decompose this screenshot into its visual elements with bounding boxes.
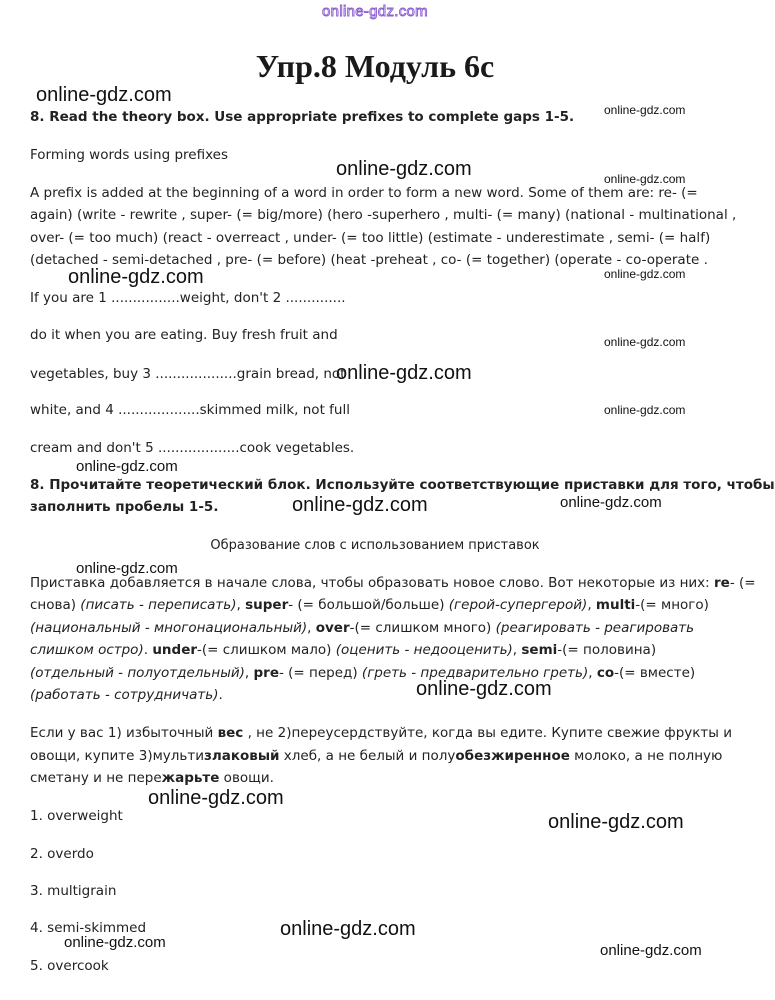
- prefix-term: re: [714, 575, 730, 591]
- text-span: -(= слишком много): [349, 620, 496, 636]
- page-title: Упр.8 Модуль 6с: [255, 48, 495, 84]
- example-text: слишком остро): [30, 642, 144, 658]
- russian-box-title: Образование слов с использованием приставок: [210, 538, 540, 553]
- watermark: online-gdz.com: [604, 335, 686, 349]
- watermark: online-gdz.com: [292, 494, 428, 516]
- text-span: молоко, а не полную: [569, 748, 723, 764]
- top-site-link[interactable]: online-gdz.com: [322, 3, 428, 20]
- prefix-term: pre: [253, 665, 279, 681]
- text-span: Если у вас 1) избыточный: [30, 725, 218, 741]
- text-span: .: [143, 642, 153, 658]
- example-text: (работать - сотрудничать): [30, 687, 219, 703]
- english-task: 8. Read the theory box. Use appropriate prefixes to complete gaps 1-5.: [30, 109, 575, 125]
- answer-item: 2. overdo: [30, 846, 94, 862]
- gap-text-line: If you are 1 ................weight, don't 2 ..............: [30, 290, 346, 306]
- text-span: сметану и не пере: [30, 770, 162, 786]
- prefix-term: multi: [595, 597, 636, 613]
- key-word: злаковый: [204, 748, 280, 764]
- russian-theory-line: [30, 665, 695, 681]
- text-span: ,: [512, 642, 522, 658]
- text-span: ,: [244, 665, 254, 681]
- answer-item: 4. semi-skimmed: [30, 920, 147, 936]
- prefix-term: semi: [521, 642, 558, 658]
- watermark: online-gdz.com: [600, 942, 702, 959]
- text-span: -(= вместе): [614, 665, 696, 681]
- key-word: обезжиренное: [455, 748, 570, 764]
- watermark: online-gdz.com: [548, 811, 684, 833]
- answer-item: 1. overweight: [30, 808, 123, 824]
- watermark: online-gdz.com: [604, 172, 686, 186]
- russian-theory-line: [30, 687, 223, 703]
- russian-task: 8. Прочитайте теоретический блок. Используйте соответствующие приставки для того, чтобы: [30, 477, 775, 493]
- text-span: овощи, купите 3)мульти: [30, 748, 205, 764]
- theory-line: (detached - semi-detached , pre- (= before) (heat -preheat , co- (= together) (operate - co-operate .: [30, 252, 708, 268]
- example-text: (герой-супергерой): [448, 597, 588, 613]
- text-span: -(= много): [635, 597, 709, 613]
- russian-theory-line: [30, 575, 756, 591]
- text-span: ,: [307, 620, 316, 636]
- text-span: - (= большой/больше): [288, 597, 449, 613]
- watermark: online-gdz.com: [604, 267, 686, 281]
- prefix-term: super: [245, 597, 289, 613]
- russian-text-line: [30, 725, 732, 741]
- russian-text-line: [30, 770, 274, 786]
- watermark: online-gdz.com: [416, 678, 552, 700]
- text-span: снова): [30, 597, 81, 613]
- text-span: овощи.: [219, 770, 274, 786]
- prefix-term: under: [152, 642, 198, 658]
- text-span: Приставка добавляется в начале слова, чтобы образовать новое слово. Вот некоторые из них:: [30, 575, 715, 591]
- gap-text-line: white, and 4 ...................skimmed milk, not full: [30, 402, 350, 418]
- watermark: online-gdz.com: [76, 458, 178, 475]
- russian-theory-line: [30, 620, 694, 636]
- watermark: online-gdz.com: [68, 266, 204, 288]
- watermark: online-gdz.com: [336, 158, 472, 180]
- russian-theory-line: [30, 597, 709, 613]
- watermark: online-gdz.com: [76, 560, 178, 577]
- answer-item: 5. overcook: [30, 958, 109, 974]
- example-text: (оценить - недооценить): [335, 642, 513, 658]
- russian-text-line: [30, 748, 722, 764]
- text-span: хлеб, а не белый и полу: [279, 748, 456, 764]
- watermark: online-gdz.com: [280, 918, 416, 940]
- example-text: (национальный - многонациональный): [30, 620, 308, 636]
- key-word: вес: [217, 725, 244, 741]
- example-text: (писать - переписать): [80, 597, 237, 613]
- text-span: , не 2)переусердствуйте, когда вы едите. Купите свежие фрукты и: [243, 725, 733, 741]
- watermark: online-gdz.com: [36, 84, 172, 106]
- text-span: .: [218, 687, 223, 703]
- text-span: - (=: [729, 575, 756, 591]
- example-text: (отдельный - полуотдельный): [30, 665, 245, 681]
- gap-text-line: do it when you are eating. Buy fresh fruit and: [30, 327, 338, 343]
- russian-task: заполнить пробелы 1-5.: [30, 499, 219, 515]
- watermark: online-gdz.com: [336, 362, 472, 384]
- watermark: online-gdz.com: [148, 787, 284, 809]
- watermark: online-gdz.com: [64, 934, 166, 951]
- watermark: online-gdz.com: [604, 403, 686, 417]
- theory-line: A prefix is added at the beginning of a word in order to form a new word. Some of them are: re- (=: [30, 185, 698, 201]
- prefix-term: co: [596, 665, 615, 681]
- theory-line: over- (= too much) (react - overreact , under- (= too little) (estimate - underestimate , semi- (= half): [30, 230, 711, 246]
- gap-text-line: vegetables, buy 3 ...................grain bread, not: [30, 366, 346, 382]
- prefix-term: over: [315, 620, 350, 636]
- english-box-title: Forming words using prefixes: [30, 147, 228, 163]
- text-span: -(= половина): [557, 642, 657, 658]
- russian-theory-line: [30, 642, 656, 658]
- watermark: online-gdz.com: [604, 103, 686, 117]
- text-span: ,: [587, 597, 596, 613]
- example-text: (греть - предварительно греть): [361, 665, 589, 681]
- answer-item: 3. multigrain: [30, 883, 117, 899]
- watermark: online-gdz.com: [560, 494, 662, 511]
- example-text: (реагировать - реагировать: [495, 620, 695, 636]
- text-span: ,: [588, 665, 597, 681]
- text-span: ,: [236, 597, 246, 613]
- key-word: жарьте: [161, 770, 220, 786]
- text-span: - (= перед): [278, 665, 362, 681]
- theory-line: again) (write - rewrite , super- (= big/more) (hero -superhero , multi- (= many) (national - multinational ,: [30, 207, 737, 223]
- gap-text-line: cream and don't 5 ...................cook vegetables.: [30, 440, 355, 456]
- text-span: -(= слишком мало): [197, 642, 336, 658]
